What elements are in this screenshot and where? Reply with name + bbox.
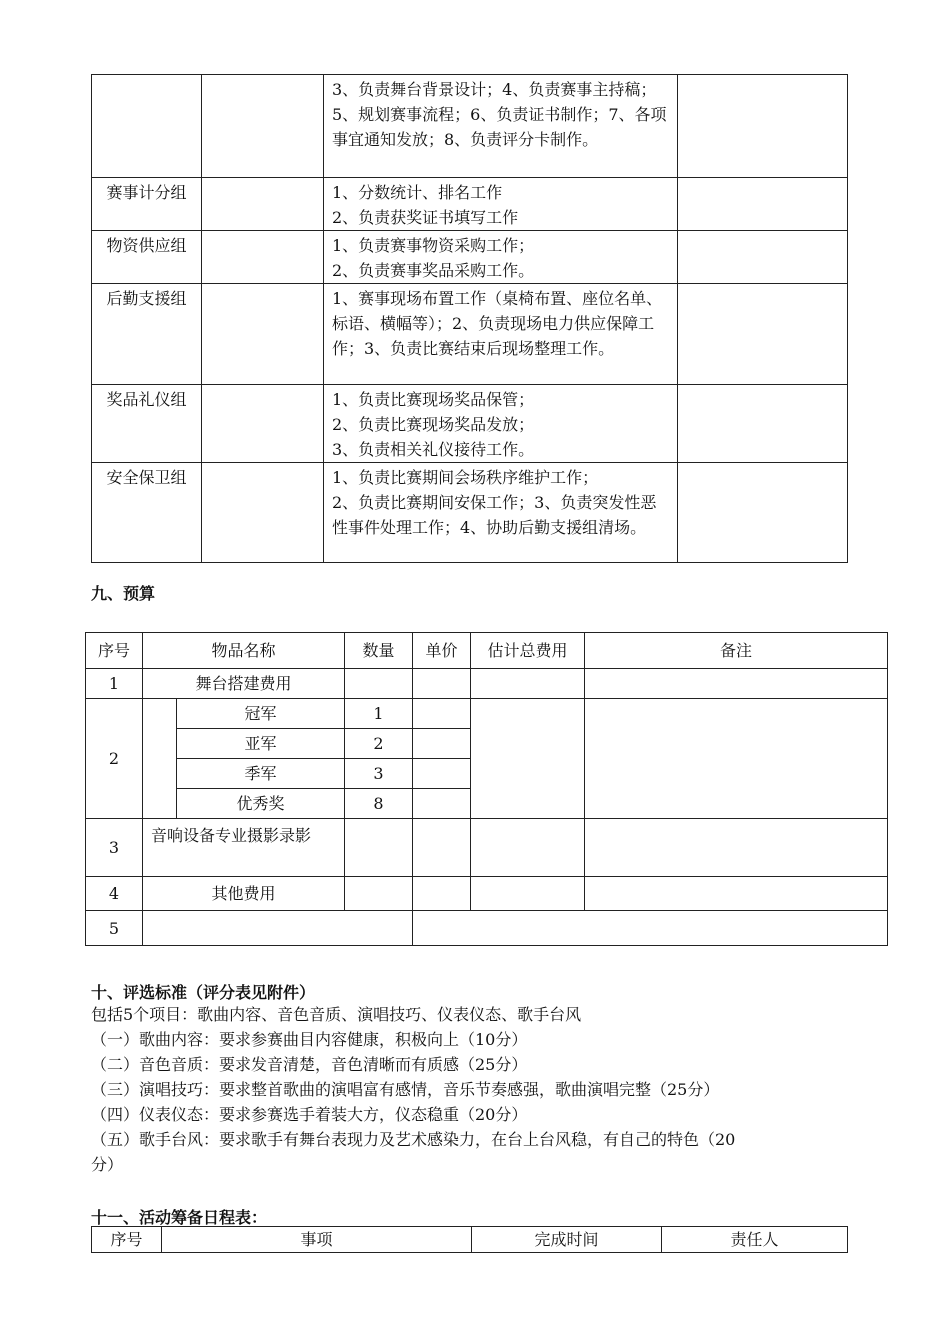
prize-qty: 1 — [345, 699, 413, 729]
header-qty: 数量 — [345, 633, 413, 669]
schedule-header-row — [92, 1227, 848, 1253]
header-notes: 备注 — [585, 633, 888, 669]
budget-row — [86, 669, 888, 699]
header-no: 序号 — [86, 633, 143, 669]
criteria-heading: 十、评选标准（评分表见附件） — [91, 983, 316, 1002]
row-item-name: 其他费用 — [143, 877, 345, 911]
criteria-intro: 包括5个项目：歌曲内容、音色音质、演唱技巧、仪表仪态、歌手台风 — [91, 1005, 582, 1024]
prize-qty: 8 — [345, 789, 413, 819]
schedule-header-no: 序号 — [92, 1227, 162, 1253]
duty-desc: 1、分数统计、排名工作 2、负责获奖证书填写工作 — [324, 178, 678, 231]
budget-table — [85, 632, 888, 946]
duty-row — [92, 178, 848, 231]
budget-row — [86, 819, 888, 877]
row-no: 5 — [86, 911, 143, 946]
duty-row — [92, 284, 848, 385]
row-item-name: 舞台搭建费用 — [143, 669, 345, 699]
prize-name: 亚军 — [177, 729, 345, 759]
duty-desc: 1、负责比赛现场奖品保管； 2、负责比赛现场奖品发放； 3、负责相关礼仪接待工作。 — [324, 385, 678, 463]
row-item-name: 音响设备专业摄影录影 — [143, 819, 345, 877]
schedule-header-deadline: 完成时间 — [472, 1227, 662, 1253]
duty-group: 赛事计分组 — [92, 178, 202, 231]
duty-group: 安全保卫组 — [92, 463, 202, 563]
schedule-heading: 十一、活动筹备日程表： — [91, 1208, 268, 1227]
prize-name: 冠军 — [177, 699, 345, 729]
criteria-item: （五）歌手台风：要求歌手有舞台表现力及艺术感染力，在台上台风稳，有自己的特色（20 — [91, 1130, 736, 1149]
duty-table — [91, 74, 848, 563]
duty-group: 物资供应组 — [92, 231, 202, 284]
row-no: 1 — [86, 669, 143, 699]
criteria-item: （一）歌曲内容：要求参赛曲目内容健康，积极向上（10分） — [91, 1030, 528, 1049]
header-item-name: 物品名称 — [143, 633, 345, 669]
budget-header-row — [86, 633, 888, 669]
header-total-cost: 估计总费用 — [471, 633, 585, 669]
row-no: 2 — [86, 699, 143, 819]
duty-row — [92, 75, 848, 178]
prize-qty: 3 — [345, 759, 413, 789]
budget-row — [86, 699, 888, 729]
schedule-table — [91, 1226, 848, 1253]
budget-row — [86, 877, 888, 911]
duty-group — [92, 75, 202, 178]
criteria-item: （二）音色音质：要求发音清楚，音色清晰而有质感（25分） — [91, 1055, 528, 1074]
prize-name: 优秀奖 — [177, 789, 345, 819]
criteria-item: 分） — [91, 1155, 124, 1174]
duty-desc: 1、负责比赛期间会场秩序维护工作； 2、负责比赛期间安保工作；3、负责突发性恶性事件处理工作；4、协助后勤支援组清场。 — [324, 463, 678, 563]
duty-group: 后勤支援组 — [92, 284, 202, 385]
budget-row — [86, 911, 888, 946]
row-no: 4 — [86, 877, 143, 911]
row-no: 3 — [86, 819, 143, 877]
duty-row — [92, 463, 848, 563]
duty-group: 奖品礼仪组 — [92, 385, 202, 463]
duty-desc: 1、赛事现场布置工作（桌椅布置、座位名单、标语、横幅等）；2、负责现场电力供应保障工作；3、负责比赛结束后现场整理工作。 — [324, 284, 678, 385]
criteria-item: （四）仪表仪态：要求参赛选手着装大方，仪态稳重（20分） — [91, 1105, 528, 1124]
prize-qty: 2 — [345, 729, 413, 759]
duty-row — [92, 385, 848, 463]
schedule-header-owner: 责任人 — [662, 1227, 848, 1253]
prize-name: 季军 — [177, 759, 345, 789]
schedule-header-task: 事项 — [162, 1227, 472, 1253]
duty-row — [92, 231, 848, 284]
budget-heading: 九、预算 — [91, 584, 156, 603]
duty-desc: 1、负责赛事物资采购工作； 2、负责赛事奖品采购工作。 — [324, 231, 678, 284]
criteria-item: （三）演唱技巧：要求整首歌曲的演唱富有感情，音乐节奏感强，歌曲演唱完整（25分） — [91, 1080, 720, 1099]
duty-desc: 3、负责舞台背景设计；4、负责赛事主持稿；5、规划赛事流程；6、负责证书制作；7、各项事宜通知发放；8、负责评分卡制作。 — [324, 75, 678, 178]
header-unit-price: 单价 — [413, 633, 471, 669]
